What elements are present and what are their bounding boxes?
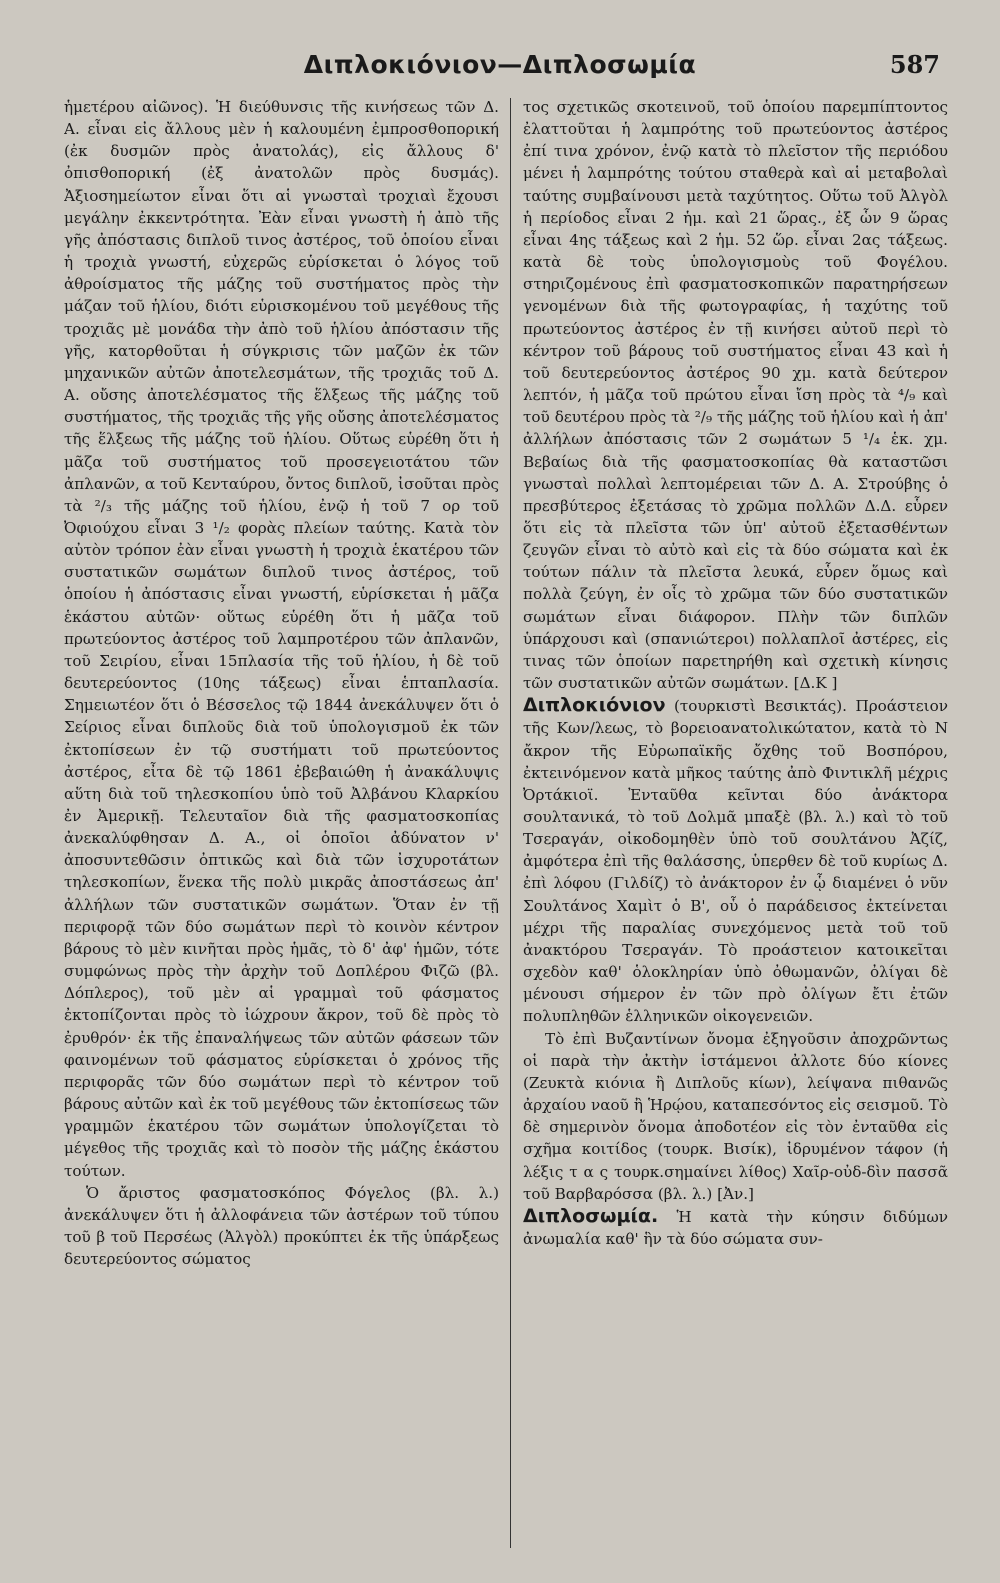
entry-body-diplokionion: (τουρκιστὶ Βεσικτάς). Προάστειον τῆς Κων/λεως, τὸ βορειοανατολικώτατον, κατὰ τὸ Ν ἄκρον τῆς Εὐρωπαϊκῆς ὄχθης τοῦ Βοσπόρου, ἐκτεινόμενον κατὰ μῆκος ταύτης ἀπὸ Φιντικλῆ μέχρις Ὀρτάκιοϊ. Ἐνταῦθα κεῖνται δύο ἀνάκτορα σουλτανικά, τὸ τοῦ Δολμᾶ μπαξὲ (βλ. λ.) καὶ τὸ τοῦ Τσεραγάν, οἰκοδομηθὲν ὑπὸ τοῦ σουλτάνου Ἀζίζ, ἀμφότερα ἐπὶ τῆς θαλάσσης, ὑπερθεν δὲ τοῦ κυρίως Δ. ἐπὶ λόφου (Γιλδίζ) τὸ ἀνάκτορον ἐν ᾧ διαμένει ὁ νῦν Σουλτάνος Χαμὶτ ὁ Β', οὗ ὁ παράδεισος ἐκτείνεται μέχρι τῆς παραλίας συνεχόμενος μετὰ τοῦ τοῦ ἀνακτόρου Τσεραγάν. Τὸ προάστειον κατοικεῖται σχεδὸν καθ' ὁλοκληρίαν ὑπὸ ὀθωμανῶν, ὀλίγαι δὲ μένουσι σήμερον ἐν τῶν πρὸ ὀλίγων ἔτι ἐτῶν πολυπληθῶν ἑλληνικῶν οἰκογενειῶν. <box>523 697 948 1026</box>
entry-diplokionion <box>523 694 948 1027</box>
entry-diplosomia <box>523 1205 948 1250</box>
left-column <box>64 96 499 1561</box>
page-header <box>60 44 940 84</box>
entry-heading-diplosomia: Διπλοσωμία. <box>523 1204 659 1227</box>
entry-body-diplosomia: Ἡ κατὰ τὴν κύησιν διδύμων ἀνωμαλία καθ' ἣν τὰ δύο σώματα συν- <box>523 1207 948 1248</box>
right-column <box>523 96 948 1561</box>
left-paragraph-1: ἡμετέρου αἰῶνος). Ἡ διεύθυνσις τῆς κινήσεως τῶν Δ. Α. εἶναι εἰς ἄλλους μὲν ἡ καλουμένη ἐμπροσθοπορική (ἐκ δυσμῶν πρὸς ἀνατολάς), εἰς ἄλλους δ' ὀπισθοπορική (ἐξ ἀνατολῶν πρὸς δυσμάς). Ἀξιοσημείωτον εἶναι ὅτι αἱ γνωσταὶ τροχιαὶ ἔχουσι μεγάλην ἐκκεντρότητα. Ἐὰν εἶναι γνωστὴ ἡ ἀπὸ τῆς γῆς ἀπόστασις διπλοῦ τινος ἀστέρος, τοῦ ὁποίου εἶναι ἡ τροχιὰ γνωστή, εὐχερῶς εὑρίσκεται ὁ λόγος τοῦ ἀθροίσματος τῆς μάζης τοῦ συστήματος πρὸς τὴν μάζαν τοῦ ἡλίου, διότι εὑρισκομένου τοῦ μεγέθους τῆς τροχιᾶς μὲ μονάδα τὴν ἀπὸ τοῦ ἡλίου ἀπόστασιν τῆς γῆς, κατορθοῦται ἡ σύγκρισις τῶν μαζῶν ἐκ τῶν μηχανικῶν αὐτῶν ἀποτελεσμάτων, τῆς τροχιᾶς τοῦ Δ. Α. οὔσης ἀποτελέσματος τῆς ἕλξεως τῆς μάζης τοῦ συστήματος, τῆς τροχιᾶς τῆς γῆς οὔσης ἀποτελέσματος τῆς ἕλξεως τῆς μάζης τοῦ ἡλίου. Οὕτως εὑρέθη ὅτι ἡ μᾶζα τοῦ συστήματος τοῦ προσεγειοτάτου τῶν ἀπλανῶν, α τοῦ Κενταύρου, ὄντος διπλοῦ, ἰσοῦται πρὸς τὰ ²/₃ τῆς μάζης τοῦ ἡλίου, ἐνῷ ἡ τοῦ 7 ορ τοῦ Ὀφιούχου εἶναι 3 ¹/₂ φορὰς πλείων ταύτης. Κατὰ τὸν αὐτὸν τρόπον ἐὰν εἶναι γνωστὴ ἡ τροχιὰ ἑκατέρου τῶν συστατικῶν σωμάτων διπλοῦ τινος ἀστέρος, τοῦ ὁποίου ἡ ἀπόστασις εἶναι γνωστή, εὑρίσκεται ἡ μᾶζα ἑκάστου αὐτῶν· οὕτως εὑρέθη ὅτι ἡ μᾶζα τοῦ πρωτεύοντος ἀστέρος τοῦ λαμπροτέρου τῶν ἀπλανῶν, τοῦ Σειρίου, εἶναι 15πλασία τῆς τοῦ ἡλίου, ἡ δὲ τοῦ δευτερεύοντος (10ης τάξεως) εἶναι ἑπταπλασία. Σημειωτέον ὅτι ὁ Βέσσελος τῷ 1844 ἀνεκάλυψεν ὅτι ὁ Σείριος εἶναι διπλοῦς διὰ τοῦ ὑπολογισμοῦ ἐκ τῶν ἐκτοπίσεων ἐν τῷ συστήματι τοῦ πρωτεύοντος ἀστέρος, εἶτα δὲ τῷ 1861 ἐβεβαιώθη ἡ ἀνακάλυψις αὕτη διὰ τοῦ τηλεσκοπίου ὑπὸ τοῦ Ἀλβάνου Κλαρκίου ἐν Ἀμερικῇ. Τελευταῖον διὰ τῆς φασματοσκοπίας ἀνεκαλύφθησαν Δ. Α., οἱ ὁποῖοι ἀδύνατον ν' ἀποσυντεθῶσιν ὀπτικῶς καὶ διὰ τῶν ἰσχυροτάτων τηλεσκοπίων, ἕνεκα τῆς πολὺ μικρᾶς ἀποστάσεως ἀπ' ἀλλήλων τῶν συστατικῶν σωμάτων. Ὅταν ἐν τῇ περιφορᾷ τῶν δύο σωμάτων περὶ τὸ κοινὸν κέντρον βάρους τὸ μὲν κινῆται πρὸς ἡμᾶς, τὸ δ' ἀφ' ἡμῶν, τότε συμφώνως πρὸς τὴν ἀρχὴν τοῦ Δοπλέρου Φιζῶ (βλ. Δόπλερος), τοῦ μὲν αἱ γραμμαὶ τοῦ φάσματος ἐκτοπίζονται πρὸς τὸ ἰώχρουν ἄκρον, τοῦ δὲ πρὸς τὸ ἐρυθρόν· ἐκ τῆς ἐπαναλήψεως τῶν αὐτῶν φάσεων τῶν φαινομένων τοῦ φάσματος εὑρίσκεται ὁ χρόνος τῆς περιφορᾶς τῶν δύο σωμάτων περὶ τὸ κέντρον τοῦ βάρους αὐτῶν καὶ ἐκ τοῦ μεγέθους τῶν ἐκτοπίσεως τῶν γραμμῶν ἑκατέρου τῶν σωμάτων ὑπολογίζεται τὸ μέγεθος τῆς τροχιᾶς καὶ τὸ ποσὸν τῆς μάζης ἑκάστου τούτων. <box>64 98 499 1180</box>
entry-diplokionion-paragraph-2: Τὸ ἐπὶ Βυζαντίνων ὄνομα ἐξηγοῦσιν ἀποχρῶντως οἱ παρὰ τὴν ἀκτὴν ἱστάμενοι ἀλλοτε δύο κίονες (Ζευκτὰ κιόνια ἢ Διπλοῦς κίων), λείψανα πιθανῶς ἀρχαίου ναοῦ ἢ Ἡρῴου, καταπεσόντος εἰς σεισμοῦ. Τὸ δὲ σημερινὸν ὄνομα ἀποδοτέον εἰς τὸν ἐνταῦθα εἰς σχῆμα κοιτίδος (τουρκ. Βισίκ), ἱδρυμένον τάφον (ἡ λέξις τ α ς τουρκ.σημαίνει λίθος) Χαῖρ-οὐδ-δὶν πασσᾶ τοῦ Βαρβαρόσσα (βλ. λ.) [Ἀν.] <box>523 1029 948 1203</box>
entry-heading-diplokionion: Διπλοκιόνιον <box>523 694 666 717</box>
right-paragraph-1: τος σχετικῶς σκοτεινοῦ, τοῦ ὁποίου παρεμπίπτοντος ἐλαττοῦται ἡ λαμπρότης τοῦ πρωτεύοντος ἀστέρος ἐπί τινα χρόνον, ἐνῷ κατὰ τὸ πλεῖστον τῆς περιόδου μένει ἡ λαμπρότης τούτου σταθερὰ καὶ αἱ μεταβολαὶ ταύτης συμβαίνουσι μετὰ ταχύτητος. Οὕτω τοῦ Ἀλγὸλ ἡ περίοδος εἶναι 2 ἡμ. καὶ 21 ὥρας., ἐξ ὧν 9 ὥρας εἶναι 4ης τάξεως καὶ 2 ἡμ. 52 ὥρ. εἶναι 2ας τάξεως. κατὰ δὲ τοὺς ὑπολογισμοὺς τοῦ Φογέλου. στηριζομένους ἐπὶ φασματοσκοπικῶν παρατηρήσεων γενομένων διὰ τῆς φωτογραφίας, ἡ ταχύτης τοῦ πρωτεύοντος ἀστέρος ἐν τῇ κινήσει αὐτοῦ περὶ τὸ κέντρον τοῦ βάρους τοῦ συστήματος εἶναι 43 καὶ ἡ τοῦ δευτερεύοντος ἀστέρος 90 χμ. κατὰ δεύτερον λεπτόν, ἡ μᾶζα τοῦ πρώτου εἶναι ἴση πρὸς τὰ ⁴/₉ καὶ τοῦ δευτέρου πρὸς τὰ ²/₉ τῆς μάζης τοῦ ἡλίου καὶ ἡ ἀπ' ἀλλήλων ἀπόστασις τῶν 2 σωμάτων 5 ¹/₄ ἑκ. χμ. Βεβαίως διὰ τῆς φασματοσκοπίας θὰ καταστῶσι γνωσταὶ πολλαὶ λεπτομέρειαι τῶν Δ. Α. Στρούβης ὁ πρεσβύτερος ἐξετάσας τὸ χρῶμα πολλῶν Δ.Δ. εὗρεν ὅτι εἰς τὰ πλεῖστα τῶν ὑπ' αὐτοῦ ἐξετασθέντων ζευγῶν εἶναι τὸ αὐτὸ καὶ εἰς τὰ δύο σώματα καὶ ἐκ τούτων πάλιν τὰ πλεῖστα λευκά, εὗρεν ὅμως καὶ πολλὰ ζεύγη, ἐν οἷς τὸ χρῶμα τῶν δύο συστατικῶν σωμάτων εἶναι διάφορον. Πλὴν τῶν διπλῶν ὑπάρχουσι καὶ (σπανιώτεροι) πολλαπλοῖ ἀστέρες, εἰς τινας τῶν ὁποίων παρετηρήθη καὶ σχετικὴ κίνησις τῶν συστατικῶν αὐτῶν σωμάτων. [Δ.Κ ] <box>523 98 948 693</box>
left-paragraph-2: Ὁ ἄριστος φασματοσκόπος Φόγελος (βλ. λ.) ἀνεκάλυψεν ὅτι ἡ ἀλλοφάνεια τῶν ἀστέρων τοῦ τύπου τοῦ β τοῦ Περσέως (Ἀλγὸλ) προκύπτει ἐκ τῆς ὑπάρξεως δευτερεύοντος σώματος <box>64 1183 499 1269</box>
running-title: Διπλοκιόνιον—Διπλοσωμία <box>303 49 697 79</box>
page-number: 587 <box>889 50 940 79</box>
column-divider <box>510 98 511 1548</box>
